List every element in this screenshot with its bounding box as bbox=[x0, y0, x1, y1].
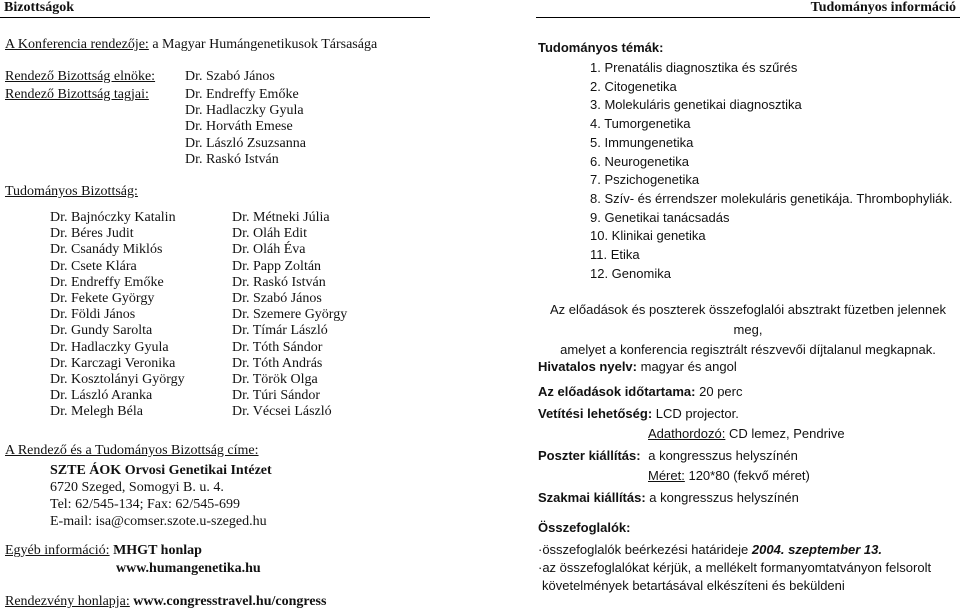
member-name: Dr. Horváth Emese bbox=[185, 119, 293, 135]
sci-member: Dr. Tóth Sándor bbox=[232, 339, 323, 355]
summary-label: Összefoglalók: bbox=[538, 520, 631, 535]
size-label: Méret: bbox=[648, 468, 685, 483]
members-label: Rendező Bizottság tagjai: bbox=[5, 87, 149, 102]
duration-value: 20 perc bbox=[699, 384, 743, 399]
other-info-value: MHGT honlap bbox=[113, 543, 202, 558]
sci-member: Dr. Szabó János bbox=[232, 291, 322, 307]
sci-member: Dr. Karczagi Veronika bbox=[50, 355, 176, 371]
address-org: SZTE ÁOK Orvosi Genetikai Intézet bbox=[50, 463, 272, 478]
poster-value: a kongresszus helyszínén bbox=[648, 448, 798, 463]
header-rule-right bbox=[536, 17, 960, 18]
trade-value: a kongresszus helyszínén bbox=[649, 490, 799, 505]
projection-value: LCD projector. bbox=[655, 406, 739, 421]
sci-committee-label: Tudományos Bizottság: bbox=[5, 184, 138, 199]
member-name: Dr. Raskó István bbox=[185, 151, 279, 167]
chair-value: Dr. Szabó János bbox=[185, 69, 275, 84]
media-row bbox=[648, 426, 845, 441]
poster-label: Poszter kiállítás: bbox=[538, 448, 641, 463]
topic-item: 10. Klinikai genetika bbox=[590, 228, 706, 244]
topic-item: 1. Prenatális diagnosztika és szűrés bbox=[590, 60, 798, 75]
topic-item: 5. Immungenetika bbox=[590, 134, 694, 150]
language-value: magyar és angol bbox=[640, 359, 737, 374]
sci-member: Dr. Endreffy Emőke bbox=[50, 274, 164, 290]
sci-member: Dr. Földi János bbox=[50, 307, 136, 323]
sci-member: Dr. Tóth András bbox=[232, 355, 323, 371]
trade-row bbox=[538, 490, 799, 505]
event-site-row bbox=[5, 594, 326, 610]
organizer-label: A Konferencia rendezője: bbox=[5, 37, 149, 52]
summary-line3: követelmények betartásával elkészíteni és beküldeni bbox=[542, 578, 845, 593]
chair-label: Rendező Bizottság elnöke: bbox=[5, 69, 156, 84]
member-name: Dr. Hadlaczky Gyula bbox=[185, 103, 304, 119]
sci-member: Dr. Vécsei László bbox=[232, 404, 332, 420]
header-right-title: Tudományos információ bbox=[810, 0, 956, 15]
topic-item: 4. Tumorgenetika bbox=[590, 116, 691, 132]
sci-member: Dr. Tímár László bbox=[232, 323, 328, 339]
member-name: Dr. Endreffy Emőke bbox=[185, 87, 299, 102]
sci-member: Dr. Csanády Miklós bbox=[50, 242, 163, 258]
header-left-title: Bizottságok bbox=[4, 0, 74, 15]
sci-member: Dr. Gundy Sarolta bbox=[50, 323, 153, 339]
duration-label: Az előadások időtartama: bbox=[538, 384, 696, 399]
topic-item: 11. Etika bbox=[590, 247, 640, 263]
summary-deadline-date: 2004. szeptember 13. bbox=[751, 542, 882, 557]
organizer-row bbox=[5, 37, 377, 53]
sci-member: Dr. Bajnóczky Katalin bbox=[50, 210, 176, 225]
abstract-note-line1: Az előadások és poszterek összefoglalói absztrakt füzetben jelennek meg, bbox=[549, 302, 946, 337]
event-site-url[interactable]: www.congresstravel.hu/congress bbox=[133, 594, 327, 609]
sci-member: Dr. Fekete György bbox=[50, 291, 155, 307]
projection-row bbox=[538, 406, 739, 421]
sci-member: Dr. Béres Judit bbox=[50, 226, 134, 242]
organizer-value: a Magyar Humángenetikusok Társasága bbox=[152, 37, 378, 52]
other-info-label: Egyéb információ: bbox=[5, 543, 110, 558]
summary-line1 bbox=[538, 541, 931, 559]
sci-member: Dr. Túri Sándor bbox=[232, 388, 321, 404]
abstract-note bbox=[538, 300, 958, 360]
sci-member: Dr. Hadlaczky Gyula bbox=[50, 339, 169, 355]
poster-row bbox=[538, 448, 798, 463]
topic-item: 8. Szív- és érrendszer molekuláris genetikája. Thrombophyliák. bbox=[590, 190, 953, 206]
sci-member: Dr. Melegh Béla bbox=[50, 404, 143, 420]
members-list bbox=[185, 87, 306, 168]
topic-item: 7. Pszichogenetika bbox=[590, 172, 700, 188]
topic-item: 6. Neurogenetika bbox=[590, 153, 690, 169]
duration-row bbox=[538, 384, 743, 399]
summary-line2: ·az összefoglalókat kérjük, a mellékelt formanyomtatványon felsorolt bbox=[538, 560, 932, 575]
address-block bbox=[50, 462, 272, 530]
other-info-row bbox=[5, 543, 202, 559]
sci-member: Dr. Oláh Edit bbox=[232, 226, 308, 242]
language-row bbox=[538, 359, 737, 374]
topic-item: 12. Genomika bbox=[590, 265, 671, 281]
sci-member: Dr. Csete Klára bbox=[50, 258, 137, 274]
sci-member: Dr. Raskó István bbox=[232, 274, 326, 290]
size-value: 120*80 (fekvő méret) bbox=[688, 468, 810, 483]
sci-member: Dr. Oláh Éva bbox=[232, 242, 306, 258]
topics-list bbox=[590, 59, 952, 283]
language-label: Hivatalos nyelv: bbox=[538, 359, 637, 374]
topic-item: 2. Citogenetika bbox=[590, 78, 677, 94]
projection-label: Vetítési lehetőség: bbox=[538, 406, 653, 421]
sci-member: Dr. Török Olga bbox=[232, 372, 318, 388]
trade-label: Szakmai kiállítás: bbox=[538, 490, 646, 505]
sci-member: Dr. Papp Zoltán bbox=[232, 258, 322, 274]
address-line: Tel: 62/545-134; Fax: 62/545-699 bbox=[50, 497, 240, 512]
sci-member: Dr. László Aranka bbox=[50, 388, 153, 404]
other-info-url[interactable]: www.humangenetika.hu bbox=[116, 561, 261, 576]
topic-item: 9. Genetikai tanácsadás bbox=[590, 209, 730, 225]
summary-deadline-text: ·összefoglalók beérkezési határideje bbox=[538, 542, 749, 557]
member-name: Dr. László Zsuzsanna bbox=[185, 135, 306, 151]
media-label: Adathordozó: bbox=[648, 426, 726, 441]
size-row bbox=[648, 468, 810, 483]
sci-committee-col1 bbox=[50, 210, 185, 421]
address-line: 6720 Szeged, Somogyi B. u. 4. bbox=[50, 480, 224, 495]
event-site-label: Rendezvény honlapja: bbox=[5, 594, 130, 609]
sci-member: Dr. Métneki Júlia bbox=[232, 210, 330, 225]
address-email[interactable]: E-mail: isa@comser.szote.u-szeged.hu bbox=[50, 514, 267, 529]
abstract-note-line2: amelyet a konferencia regisztrált részvevői díjtalanul megkapnak. bbox=[560, 342, 936, 357]
sci-member: Dr. Szemere György bbox=[232, 307, 348, 323]
summary-block bbox=[538, 541, 931, 595]
topics-label: Tudományos témák: bbox=[538, 40, 664, 55]
topic-item: 3. Molekuláris genetikai diagnosztika bbox=[590, 97, 802, 113]
sci-committee-col2 bbox=[232, 210, 347, 421]
media-value: CD lemez, Pendrive bbox=[728, 426, 845, 441]
address-label: A Rendező és a Tudományos Bizottság címe: bbox=[5, 443, 259, 458]
sci-member: Dr. Kosztolányi György bbox=[50, 372, 185, 388]
header-rule-left bbox=[0, 17, 430, 18]
